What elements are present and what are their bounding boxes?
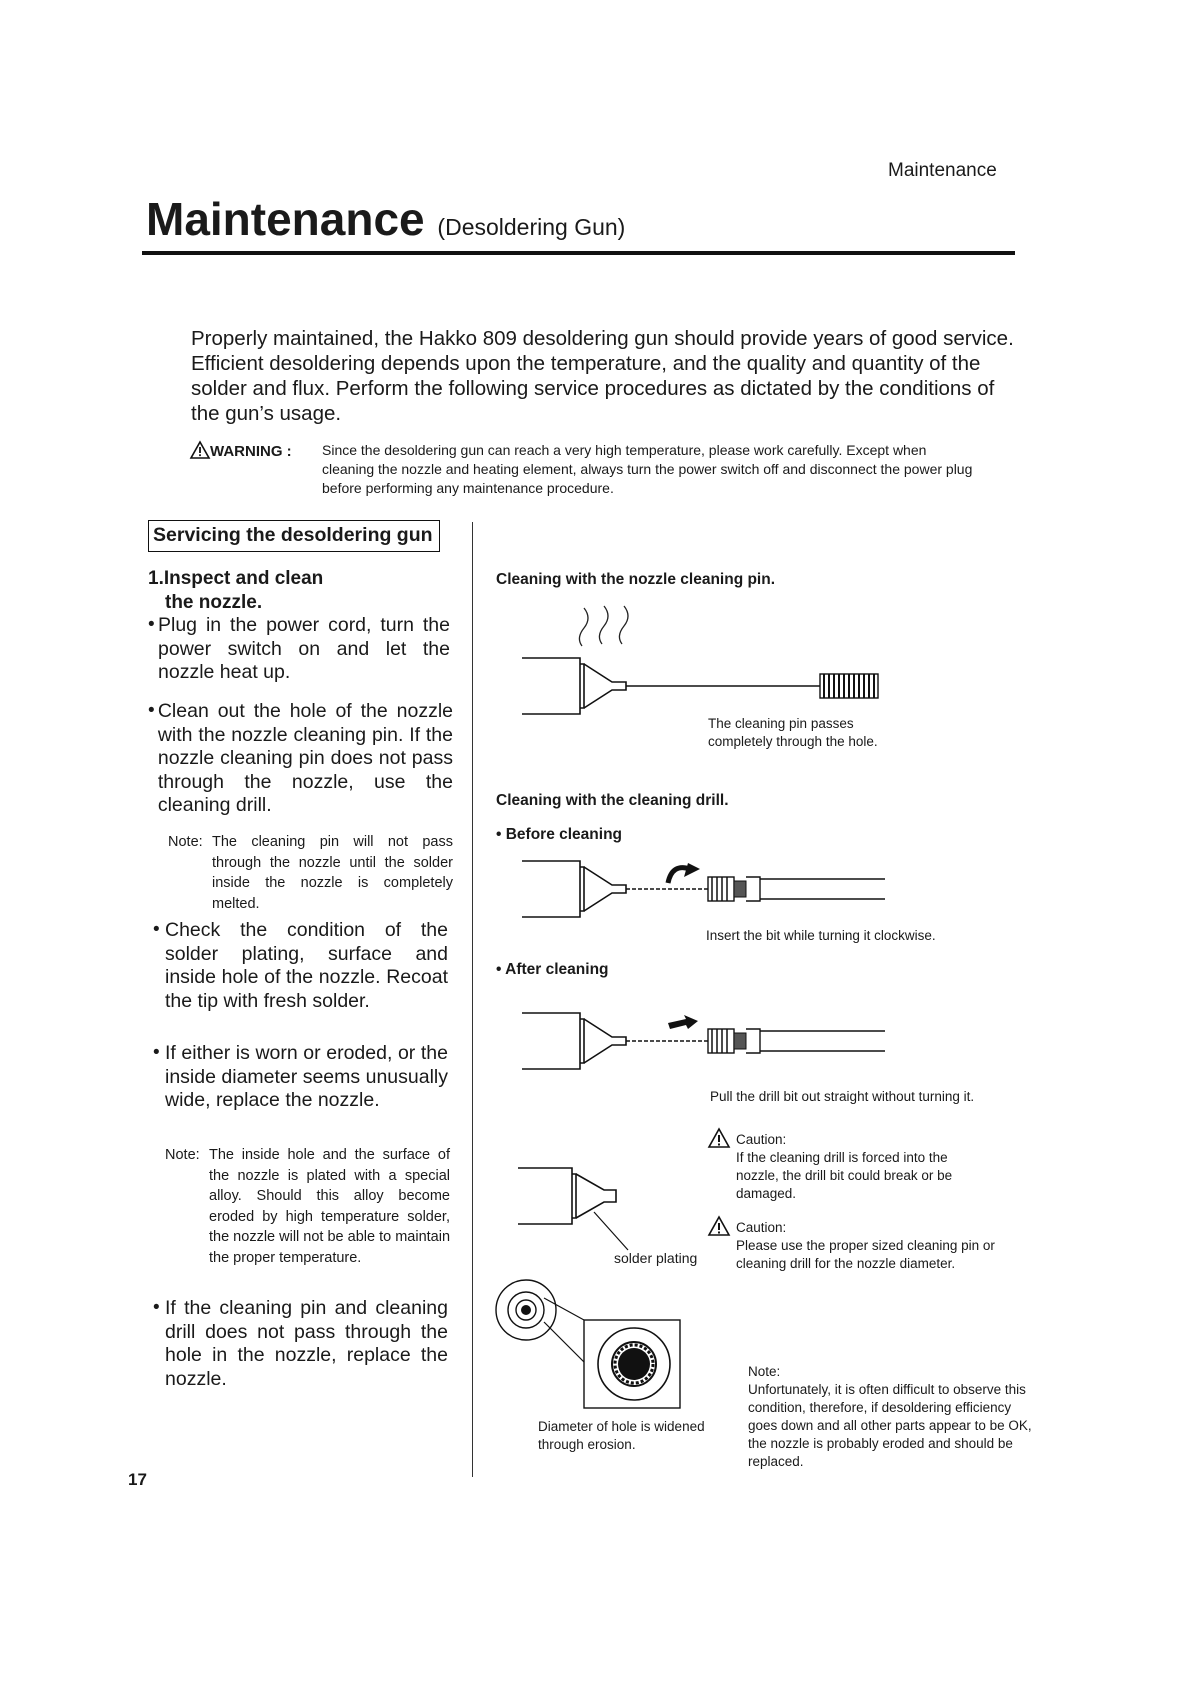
intro-paragraph: Properly maintained, the Hakko 809 desoldering gun should provide years of good service. Efficient desoldering depends upon the temperature, and the quality and quantity of the solder and flux. Perform the following service procedures as dictated by the conditions of the gun’s usage. [191, 327, 1014, 425]
note-1-text: The cleaning pin will not pass through the nozzle until the solder inside the nozzle is completely melted. [212, 834, 453, 912]
pull-arrow-icon [668, 1015, 698, 1029]
drill-before-diagram [520, 855, 900, 930]
list-item: • Plug in the power cord, turn the power switch on and let the nozzle heat up. [148, 614, 450, 683]
nozzle-shape [522, 658, 626, 714]
note-1-label: Note: [168, 834, 203, 850]
step-title-line2: the nozzle. [165, 592, 263, 613]
note-1 [168, 832, 453, 914]
bullet-text-1: Plug in the power cord, turn the power switch on and let the nozzle heat up. [158, 614, 450, 683]
section-title: Servicing the desoldering gun [148, 520, 440, 552]
bullet-4 [153, 1042, 453, 1113]
note-2-label: Note: [165, 1147, 200, 1163]
before-caption: Insert the bit while turning it clockwise. [706, 928, 936, 943]
page-number: 17 [128, 1470, 147, 1489]
hole-caption: Diameter of hole is widened through erosion. [538, 1419, 705, 1452]
column-divider [472, 522, 473, 1477]
heat-waves [579, 606, 628, 646]
note-right-label: Note: [748, 1364, 781, 1379]
title-sub: (Desoldering Gun) [437, 214, 626, 240]
bullet-list [148, 614, 453, 685]
warning-icon [190, 441, 210, 459]
list-item: • Clean out the hole of the nozzle with the nozzle cleaning pin. If the nozzle cleaning pin does not pass through the nozzle, use the cleaning drill. [148, 700, 453, 816]
caution-icon [708, 1216, 730, 1236]
warning-text: Since the desoldering gun can reach a very high temperature, please work carefully. Except when cleaning the nozzle and heating element, always turn the power switch off and disconnect the power plug before performing any maintenance procedure. [322, 442, 973, 496]
pin-caption: The cleaning pin passes completely through the hole. [708, 716, 878, 749]
title-rule [142, 251, 1015, 255]
before-label: • Before cleaning [496, 826, 623, 843]
step-title [148, 567, 453, 615]
step-title-line1: 1.Inspect and clean [148, 568, 324, 589]
caution-2-label: Caution: [736, 1220, 787, 1235]
title-main: Maintenance [146, 193, 425, 245]
bullet-2 [148, 700, 453, 818]
list-item: • Check the condition of the solder plating, surface and inside hole of the nozzle. Recoat the tip with fresh solder. [153, 919, 448, 1012]
bullet-text-3: Check the condition of the solder plating, surface and inside hole of the nozzle. Recoat the tip with fresh solder. [165, 919, 448, 1012]
list-item: • If either is worn or eroded, or the inside diameter seems unusually wide, replace the nozzle. [153, 1042, 448, 1111]
note-2-text: The inside hole and the surface of the nozzle is plated with a special alloy. Should this alloy become eroded by high temperature solder, the nozzle will not be able to maintain the proper temperature. [209, 1147, 451, 1266]
warning-label: WARNING : [210, 443, 292, 460]
after-caption: Pull the drill bit out straight without turning it. [710, 1089, 975, 1104]
note-2 [165, 1145, 450, 1268]
note-right-text: Unfortunately, it is often difficult to observe this condition, therefore, if desoldering efficiency goes down and all other parts appear to be OK, the nozzle is probably eroded and should be replaced. [748, 1382, 1032, 1469]
bullet-3 [153, 919, 453, 1013]
caution-1-text: If the cleaning drill is forced into the nozzle, the drill bit could break or be damaged. [736, 1150, 953, 1201]
running-header: Maintenance [888, 160, 997, 181]
caution-2-text: Please use the proper sized cleaning pin or cleaning drill for the nozzle diameter. [736, 1238, 995, 1271]
caution-1-label: Caution: [736, 1132, 787, 1147]
drill-heading: Cleaning with the cleaning drill. [496, 792, 729, 809]
caution-icon [708, 1128, 730, 1148]
bullet-5 [153, 1297, 453, 1391]
bullet-text-4: If either is worn or eroded, or the inside diameter seems unusually wide, replace the nozzle. [165, 1042, 448, 1111]
warning-label-wrap [190, 443, 292, 460]
solder-plating-label: solder plating [614, 1250, 698, 1266]
bullet-text-5: If the cleaning pin and cleaning drill does not pass through the hole in the nozzle, replace the nozzle. [165, 1297, 448, 1390]
pin-diagram [520, 598, 900, 718]
list-item: • If the cleaning pin and cleaning drill does not pass through the hole in the nozzle, replace the nozzle. [153, 1297, 448, 1390]
pin-heading: Cleaning with the nozzle cleaning pin. [496, 571, 776, 588]
bullet-text-2: Clean out the hole of the nozzle with the nozzle cleaning pin. If the nozzle cleaning pin does not pass through the nozzle, use the cleaning drill. [157, 700, 453, 816]
page-title [146, 192, 625, 246]
warning-block [190, 441, 990, 496]
eroded-hole-diagram [494, 1276, 694, 1416]
drill-after-diagram [520, 1003, 900, 1078]
after-label: • After cleaning [496, 961, 609, 978]
